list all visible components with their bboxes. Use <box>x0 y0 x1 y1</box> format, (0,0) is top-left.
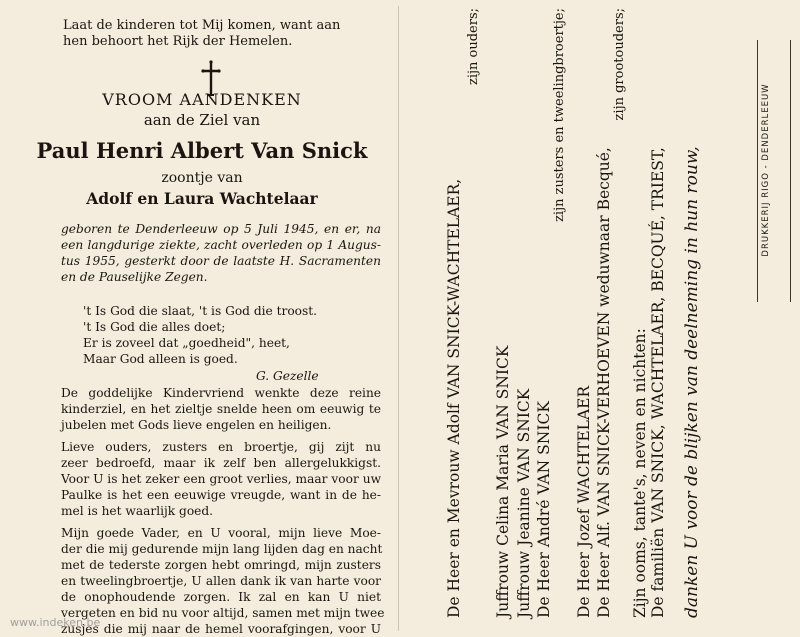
paragraph-line: vergeten en bid nu voor altijd, samen met mijn twee <box>61 606 385 620</box>
family-line: De Heer en Mevrouw Adolf VAN SNICK-WACHTELAER, <box>445 178 463 618</box>
paragraph-line: jubelen met Gods lieve engelen en heiligen. <box>61 418 332 432</box>
left-page <box>8 10 396 636</box>
family-line: De Heer André VAN SNICK <box>535 401 553 618</box>
paragraph-line: kinderziel, en het zieltje snelde heen om eeuwig te <box>61 402 381 416</box>
poem-line: 't Is God die slaat, 't is God die troost. <box>83 304 318 318</box>
paragraph-line: der die mij gedurende mijn lang lijden dag en nacht <box>61 542 383 556</box>
paragraph-line: de onophoudende zorgen. Ik zal en kan U niet <box>61 590 381 604</box>
heading: VROOM AANDENKEN <box>102 90 302 109</box>
right-page <box>445 8 775 618</box>
family-role: zijn grootouders; <box>612 8 627 121</box>
paragraph-line: en tweelingbroertje, U allen dank ik van harte voor <box>61 574 381 588</box>
bio-line: tus 1955, gesterkt door de laatste H. Sacramenten <box>61 254 381 268</box>
subheading: aan de Ziel van <box>143 111 261 129</box>
paragraph-line: met de tederste zorgen hebt omringd, mijn zusters <box>61 558 381 572</box>
bio-line: en de Pauselijke Zegen. <box>61 270 208 284</box>
verse-line: Laat de kinderen tot Mij komen, want aan <box>63 18 341 33</box>
paragraph-line: mel is het waarlijk goed. <box>61 504 214 518</box>
paragraph-line: zusjes die mij naar de hemel voorafgingen, voor U <box>61 622 381 636</box>
paragraph-line: De goddelijke Kindervriend wenkte deze reine <box>61 386 381 400</box>
deceased-name: Paul Henri Albert Van Snick <box>36 138 368 163</box>
bio-line: een langdurige ziekte, zacht overleden op 1 Augus- <box>61 238 381 252</box>
paragraph-line: Voor U is het zeker een groot verlies, maar voor uw <box>61 472 381 486</box>
verse-line: hen behoort het Rijk der Hemelen. <box>63 34 293 49</box>
poem-line: 't Is God die alles doet; <box>83 320 226 334</box>
printer-imprint: DRUKKERIJ RIGO - DENDERLEEUW <box>761 83 771 257</box>
watermark: www.indeken.be <box>10 616 101 629</box>
poem-author: G. Gezelle <box>256 369 319 383</box>
poem-line: Er is zoveel dat „goedheid", heet, <box>83 336 290 350</box>
paragraph-line: Mijn goede Vader, en U vooral, mijn lieve Moe- <box>61 526 381 540</box>
fold-line <box>398 6 399 631</box>
poem-line: Maar God alleen is goed. <box>83 352 238 366</box>
bio-line: geboren te Denderleeuw op 5 Juli 1945, en er, na <box>61 222 381 236</box>
family-line: De Heer Jozef WACHTELAER <box>575 385 593 618</box>
paragraph-line: Paulke is het een eeuwige vreugde, want in de he- <box>61 488 381 502</box>
family-role: zijn zusters en tweelingbroertje; <box>552 8 567 222</box>
family-role: zijn ouders; <box>466 8 481 86</box>
family-line: Juffrouw Jeanine VAN SNICK <box>515 388 533 618</box>
family-line: De Heer Alf. VAN SNICK-VERHOEVEN weduwnaar Becqué, <box>595 147 613 618</box>
parents-name: Adolf en Laura Wachtelaar <box>86 189 318 208</box>
thanks-line: danken U voor de blijken van deelneming in hun rouw, <box>682 146 702 618</box>
relation-text: zoontje van <box>161 170 243 186</box>
family-line: Juffrouw Celina Maria VAN SNICK <box>494 345 512 618</box>
paragraph-line: Lieve ouders, zusters en broertje, gij zijt nu <box>61 440 381 454</box>
family-line: Zijn ooms, tante's, neven en nichten: <box>631 328 649 618</box>
paragraph-line: zeer bedroefd, maar ik zelf ben allergelukkigst. <box>61 456 381 470</box>
family-line: De familiën VAN SNICK, WACHTELAER, BECQUÉ, TRIEST, <box>649 147 667 618</box>
